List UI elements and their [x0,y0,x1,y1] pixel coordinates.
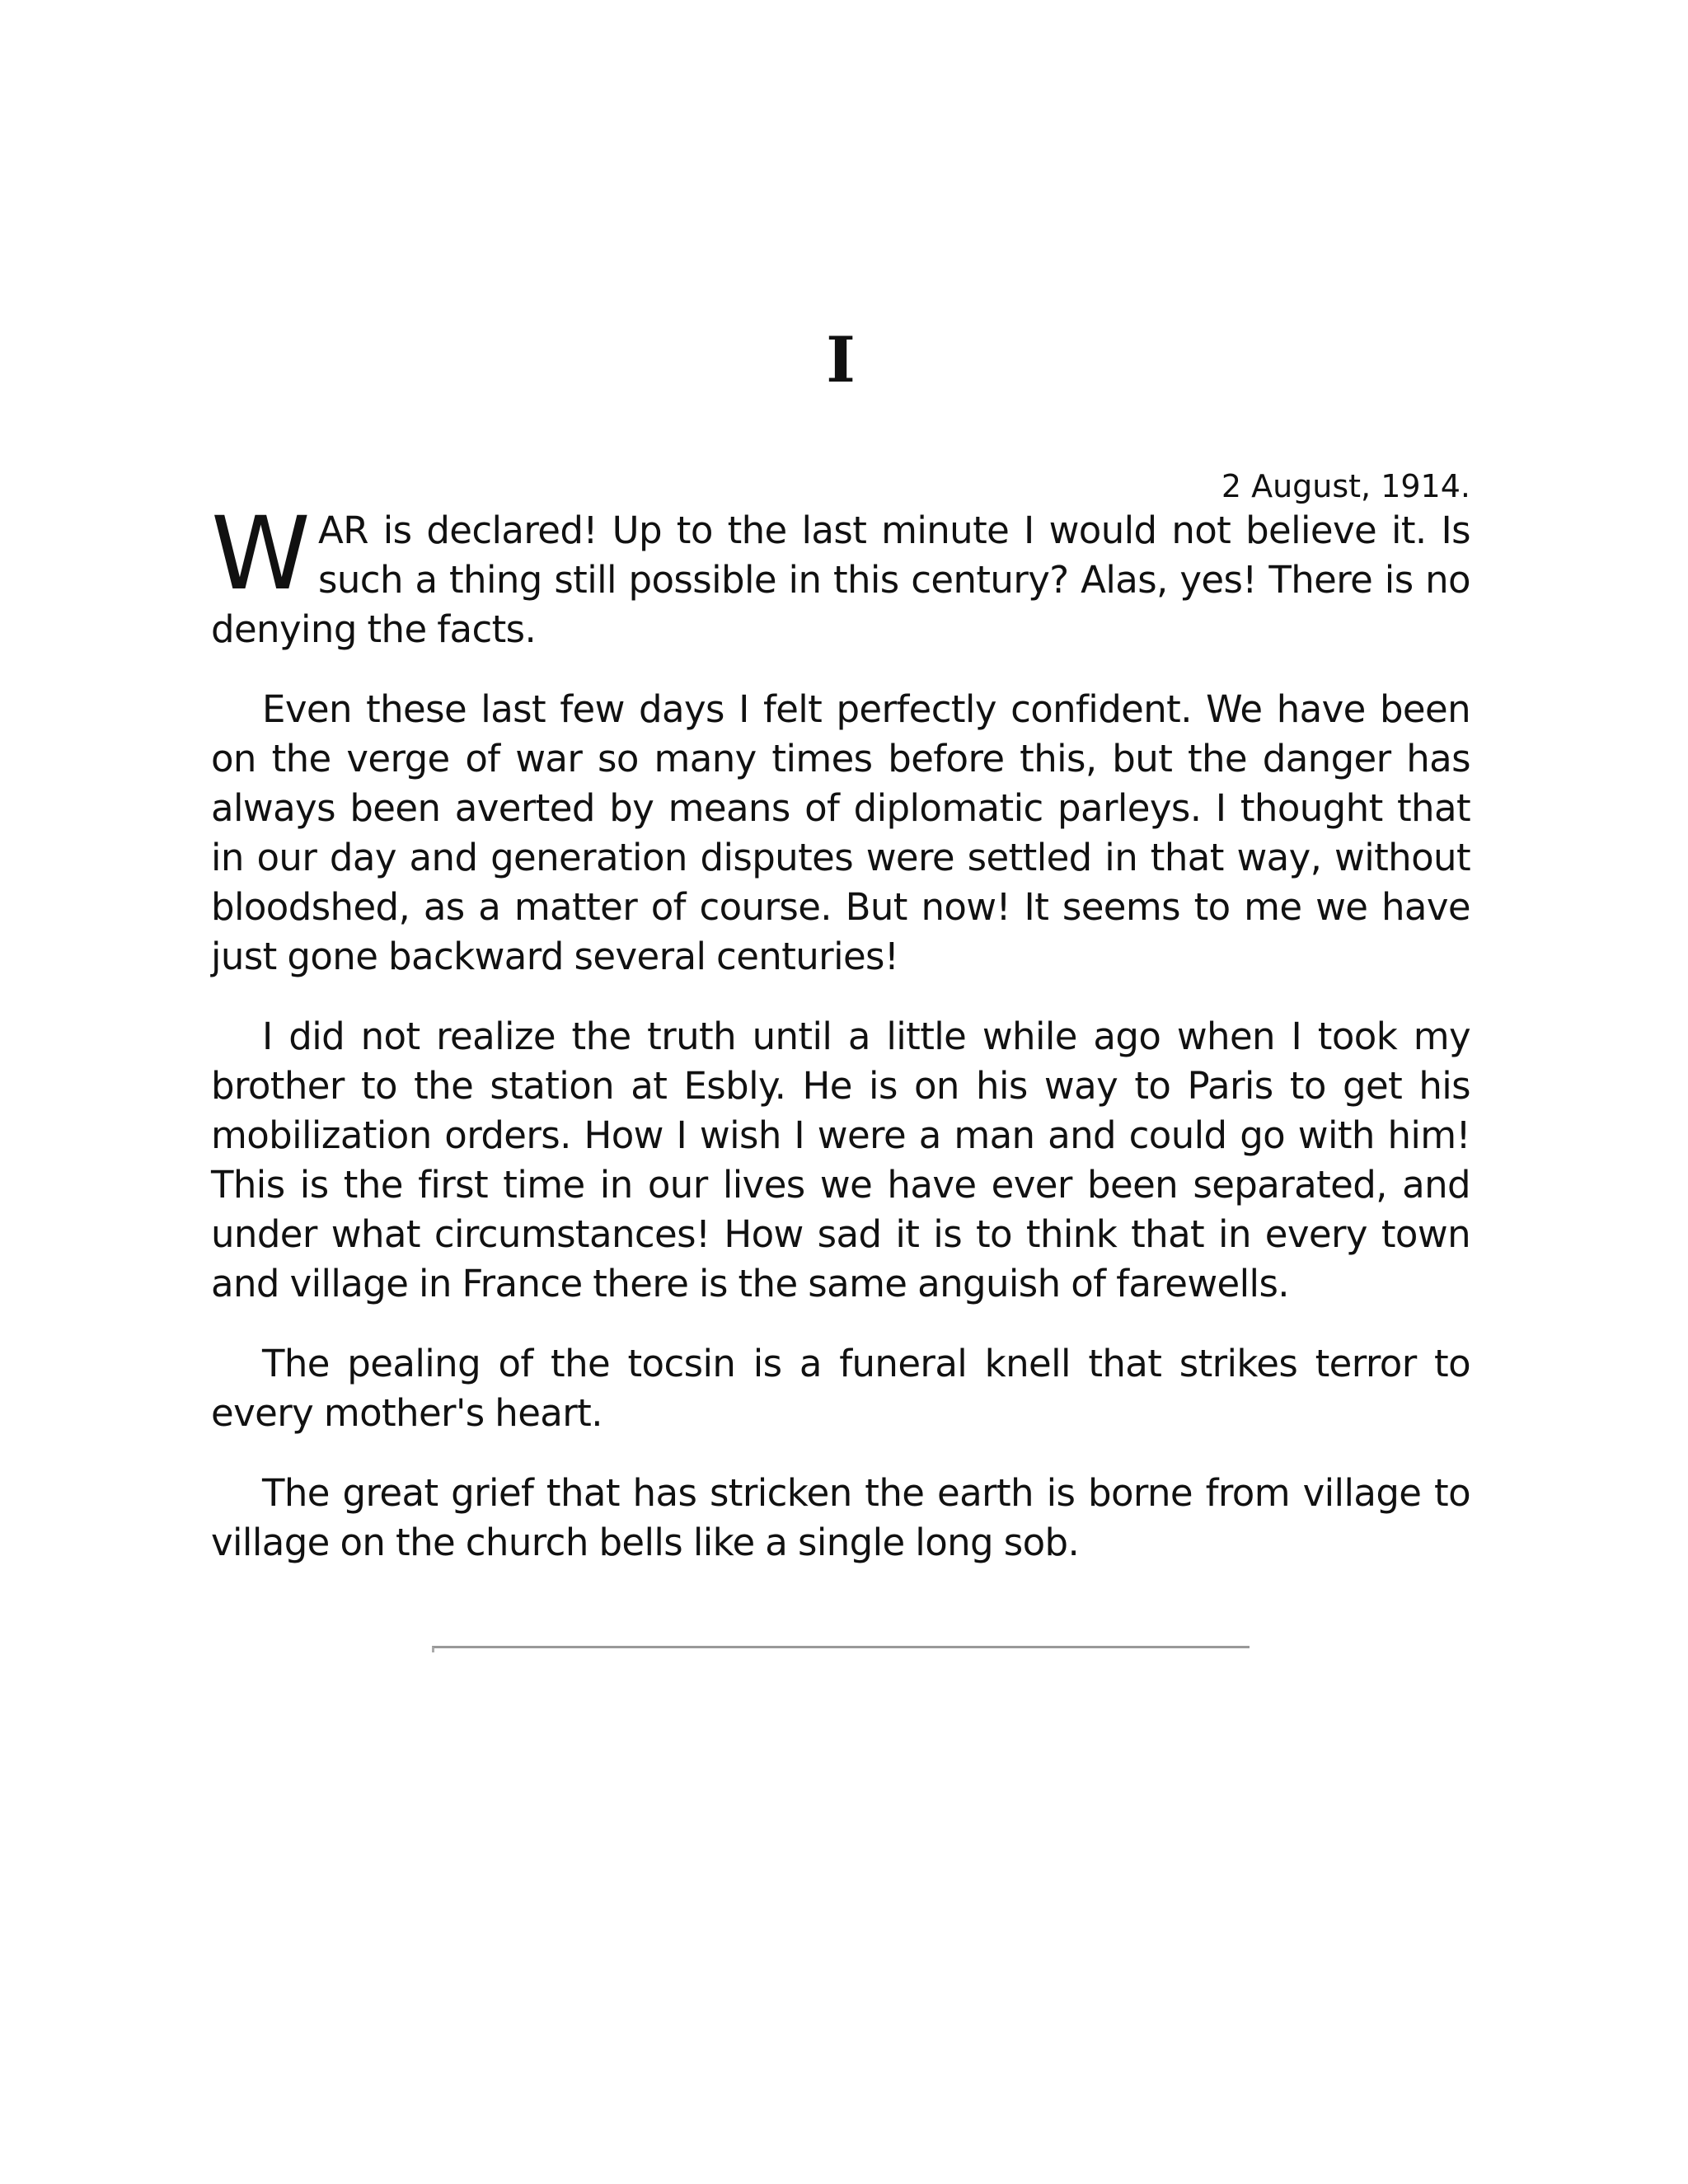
paragraph-5: The great grief that has stricken the earth is borne from village to village on the church bells like a single long sob. [211,1471,1470,1564]
paragraph-4: The pealing of the tocsin is a funeral knell that strikes terror to every mother's heart. [211,1342,1470,1435]
chapter-title: I [826,323,856,396]
entry-date: 2 August, 1914. [1221,468,1470,504]
body-text [211,495,1470,1598]
section-divider [432,1646,1250,1652]
drop-cap: W [211,495,311,612]
paragraph-2: Even these last few days I felt perfectly confident. We have been on the verge of war so many times before this, but the danger has always been averted by means of diplomatic parleys. I thought that in our day and generation disputes were settled in that way, without bloodshed, as a matter of course. But now! It seems to me we have just gone backward several centuries! [211,687,1470,978]
paragraph-3: I did not realize the truth until a little while ago when I took my brother to the station at Esbly. He is on his way to Paris to get his mobilization orders. How I wish I were a man and could go with him! This is the first time in our lives we have ever been separated, and under what circumstances! How sad it is to think that in every town and village in France there is the same anguish of farewells. [211,1015,1470,1305]
paragraph-1-text: AR is declared! Up to the last minute I would not believe it. Is such a thing still possible in this century? Alas, yes! There is no denying the facts. [211,509,1470,651]
paragraph-1 [211,495,1470,654]
